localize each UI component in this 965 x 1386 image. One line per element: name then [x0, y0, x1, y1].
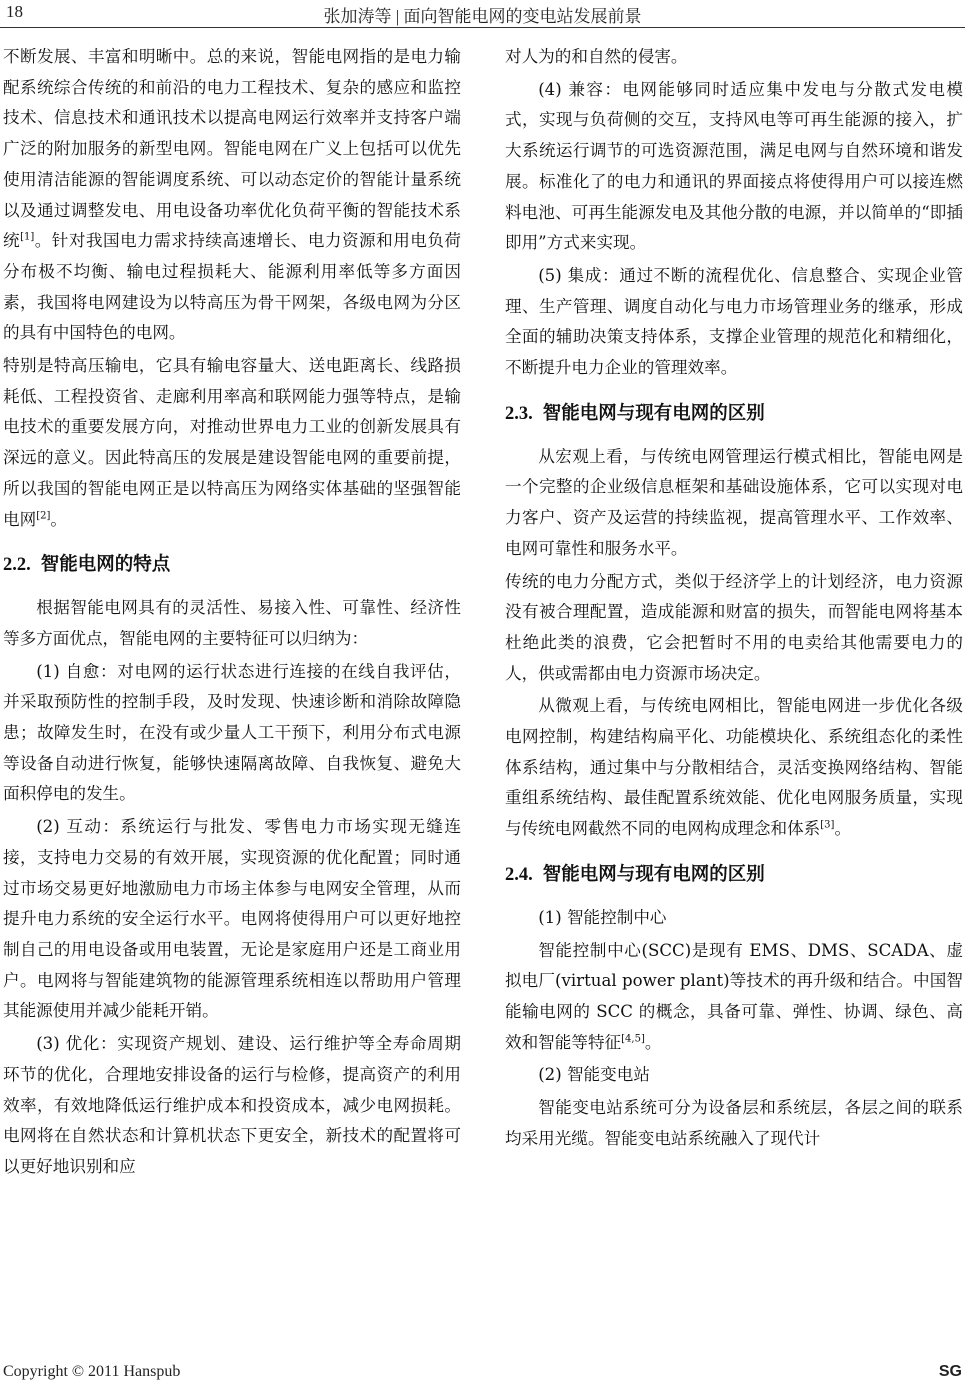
section-heading-2-2: 2.2. 智能电网的特点	[3, 554, 171, 576]
paragraph: (3) 优化：实现资产规划、建设、运行维护等全寿命周期环节的优化，合理地安排设备的运行与检修，提高资产的利用效率，有效地降低运行维护成本和投资成本，减少电网损耗。电网将在自然状态和计算机状态下更安全，新技术的配置将可以更好地识别和应	[3, 1034, 461, 1176]
journal-abbreviation: SG	[938, 1363, 962, 1380]
header-rule	[0, 27, 965, 28]
paragraph: 根据智能电网具有的灵活性、易接入性、可靠性、经济性等多方面优点，智能电网的主要特征可以归纳为：	[3, 598, 461, 648]
section-heading-2-4: 2.4. 智能电网与现有电网的区别	[505, 863, 765, 885]
copyright-notice: Copyright © 2011 Hanspub	[3, 1363, 181, 1380]
section-heading-2-3: 2.3. 智能电网与现有电网的区别	[505, 402, 765, 424]
paragraph: (2) 智能变电站	[538, 1065, 650, 1085]
paragraph: 从宏观上看，与传统电网管理运行模式相比，智能电网是一个完整的企业级信息框架和基础设施体系，它可以实现对电力客户、资产及运营的持续监视，提高管理水平、工作效率、电网可靠性和服务水平。	[505, 446, 963, 558]
citation: [1]	[20, 231, 35, 243]
paragraph: (1) 智能控制中心	[538, 907, 667, 927]
citation: [2]	[36, 510, 51, 522]
page-header	[0, 0, 965, 28]
paragraph: 传统的电力分配方式，类似于经济学上的计划经济，电力资源没有被合理配置，造成能源和财富的损失，而智能电网将基本杜绝此类的浪费，它会把暂时不用的电卖给其他需要电力的人，供或需都由电力资源市场决定。	[505, 571, 963, 683]
paragraph: (2) 互动：系统运行与批发、零售电力市场实现无缝连接，支持电力交易的有效开展，实现资源的优化配置；同时通过市场交易更好地激励电力市场主体参与电网安全管理，从而提升电力系统的安全运行水平。电网将使得用户可以更好地控制自己的用电设备或用电装置，无论是家庭用户还是工商业用户。电网将与智能建筑物的能源管理系统相连以帮助用户管理其能源使用并减少能耗开销。	[3, 817, 461, 1021]
paragraph: (4) 兼容：电网能够同时适应集中发电与分散式发电模式，实现与负荷侧的交互，支持风电等可再生能源的接入，扩大系统运行调节的可选资源范围，满足电网与自然环境和谐发展。标准化了的电力和通讯的界面接点将使得用户可以接连燃料电池、可再生能源发电及其他分散的电源，并以简单的“即插即用”方式来实现。	[505, 79, 963, 253]
page-footer	[0, 1360, 965, 1386]
paragraph: 智能控制中心(SCC)是现有 EMS、DMS、SCADA、虚拟电厂(virtual power plant)等技术的再升级和结合。中国智能输电网的 SCC 的概念，具备可靠、弹性、协调、绿色、高效和智能等特征[4,5]。	[505, 940, 963, 1052]
left-column	[3, 42, 461, 1185]
paragraph: (5) 集成：通过不断的流程优化、信息整合、实现企业管理、生产管理、调度自动化与电力市场管理业务的继承，形成全面的辅助决策支持体系，支撑企业管理的规范化和精细化，不断提升电力企业的管理效率。	[505, 265, 963, 378]
citation: [3]	[820, 819, 835, 831]
running-title: 张加涛等 | 面向智能电网的变电站发展前景	[323, 7, 642, 26]
right-column	[505, 42, 963, 1157]
paragraph: 从微观上看，与传统电网相比，智能电网进一步优化各级电网控制，构建结构扁平化、功能模块化、系统组态化的柔性体系结构，通过集中与分散相结合，灵活变换网络结构、智能重组系统结构、最佳配置系统效能、优化电网服务质量，实现与传统电网截然不同的电网构成理念和体系[3]。	[505, 696, 963, 839]
paragraph: 特别是特高压输电，它具有输电容量大、送电距离长、线路损耗低、工程投资省、走廊利用率高和联网能力强等特点，是输电技术的重要发展方向，对推动世界电力工业的创新发展具有深远的意义。因此特高压的发展是建设智能电网的重要前提，所以我国的智能电网正是以特高压为网络实体基础的坚强智能电网[2]。	[3, 356, 461, 529]
paragraph: 对人为的和自然的侵害。	[505, 47, 688, 66]
citation: [4,5]	[621, 1033, 645, 1045]
paragraph: 智能变电站系统可分为设备层和系统层，各层之间的联系均采用光缆。智能变电站系统融入了现代计	[505, 1098, 963, 1148]
paragraph: (1) 自愈：对电网的运行状态进行连接的在线自我评估，并采取预防性的控制手段，及时发现、快速诊断和消除故障隐患；故障发生时，在没有或少量人工干预下，利用分布式电源等设备自动进行恢复，能够快速隔离故障、自我恢复、避免大面积停电的发生。	[3, 661, 461, 804]
page-number: 18	[6, 2, 23, 21]
paragraph: 不断发展、丰富和明晰中。总的来说，智能电网指的是电力输配系统综合传统的和前沿的电力工程技术、复杂的感应和监控技术、信息技术和通讯技术以提高电网运行效率并支持客户端广泛的附加服务的新型电网。智能电网在广义上包括可以优先使用清洁能源的智能调度系统、可以动态定价的智能计量系统以及通过调整发电、用电设备功率优化负荷平衡的智能技术系统[1]。针对我国电力需求持续高速增长、电力资源和用电负荷分布极不均衡、输电过程损耗大、能源利用率低等多方面因素，我国将电网建设为以特高压为骨干网架，各级电网为分区的具有中国特色的电网。	[3, 47, 462, 343]
